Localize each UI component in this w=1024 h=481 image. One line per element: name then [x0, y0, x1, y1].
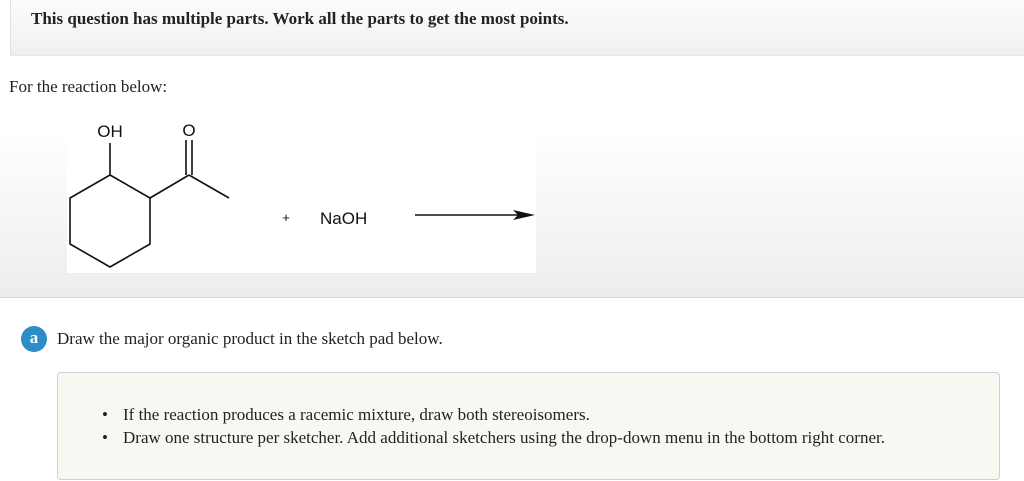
bullet-icon: •: [102, 405, 108, 424]
instruction-text: If the reaction produces a racemic mixture, draw both stereoisomers.: [123, 405, 590, 424]
cyclohexane-ring: [70, 175, 150, 267]
multipart-banner: [10, 0, 1024, 56]
part-a-badge: a: [21, 326, 47, 352]
bond-ring-carbonyl: [150, 175, 189, 198]
plus-sign: +: [282, 210, 290, 225]
reaction-scheme: [67, 117, 536, 273]
reagent-label: NaOH: [320, 209, 368, 228]
reaction-scheme-drawing: [67, 117, 536, 273]
hydroxyl-label: OH: [97, 122, 123, 141]
question-intro: For the reaction below:: [9, 77, 168, 96]
instructions-box: [57, 372, 1000, 480]
list-item: [102, 403, 885, 426]
bullet-icon: •: [102, 428, 108, 447]
bond-methyl: [189, 175, 229, 198]
instructions-list: [102, 403, 885, 449]
instruction-text: Draw one structure per sketcher. Add additional sketchers using the drop-down menu in the bottom right corner.: [123, 428, 885, 447]
banner-text: This question has multiple parts. Work all the parts to get the most points.: [31, 9, 569, 28]
list-item: [102, 426, 885, 449]
carbonyl-oxygen-label: O: [182, 121, 196, 140]
part-a-prompt: Draw the major organic product in the sketch pad below.: [57, 329, 443, 348]
